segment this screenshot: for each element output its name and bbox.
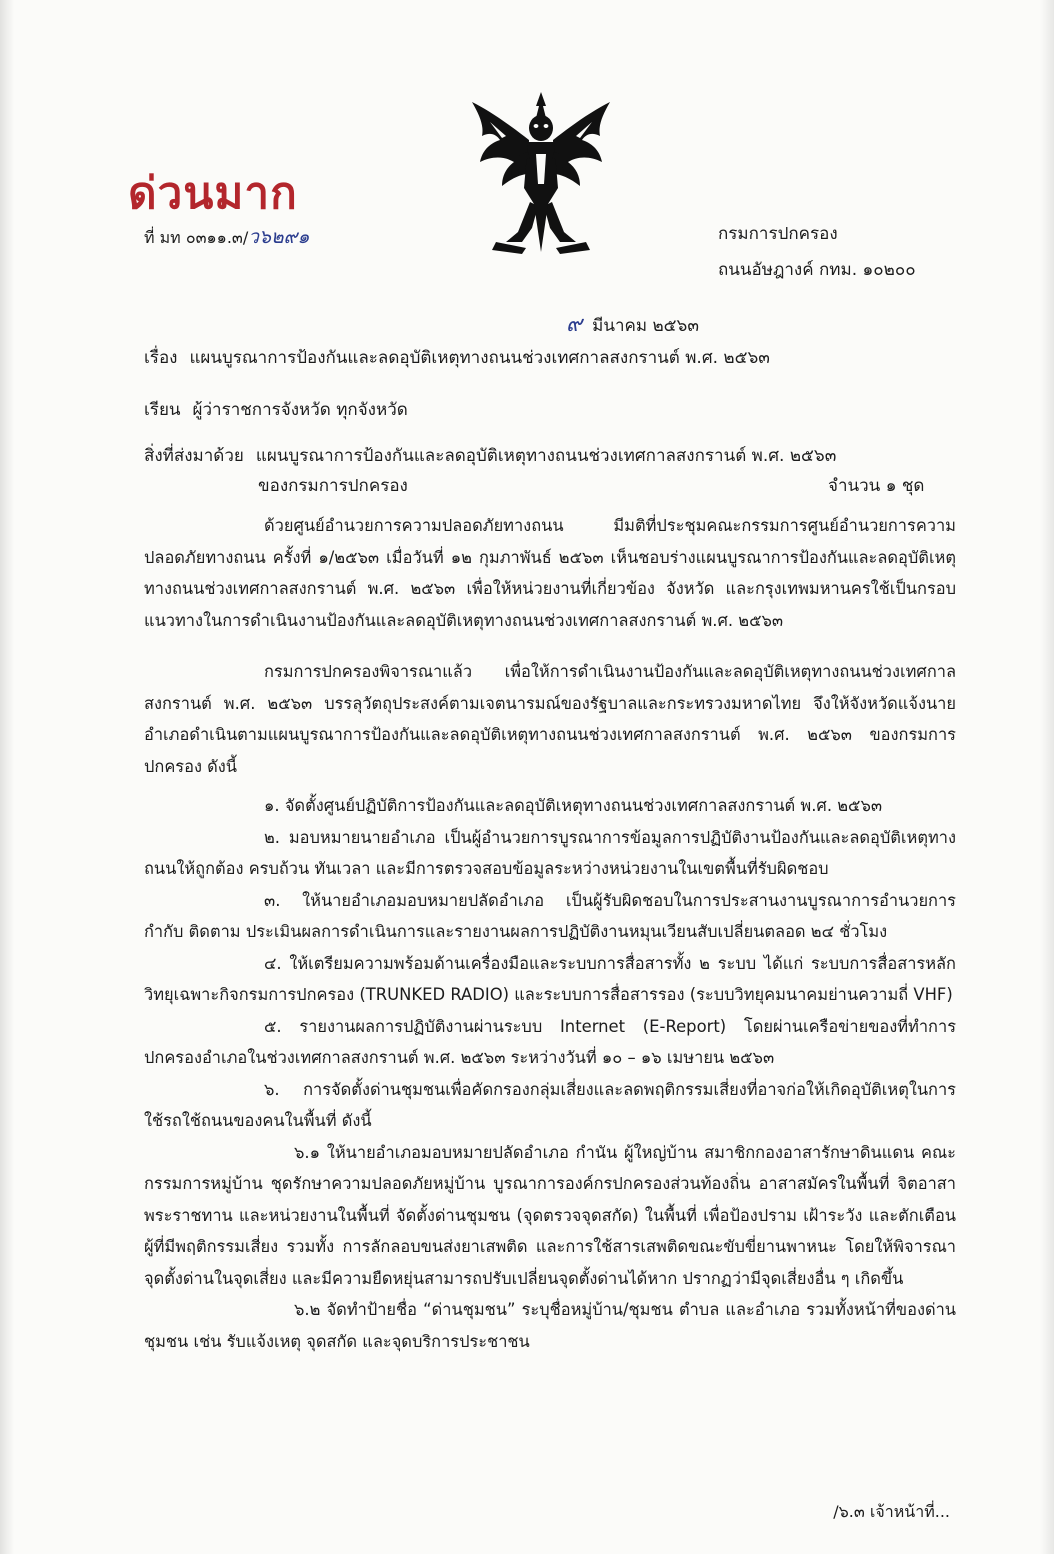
- list-item: ๕. รายงานผลการปฏิบัติงานผ่านระบบ Internet (E-Report) โดยผ่านเครือข่ายของที่ทำการปกครองอำเภอในช่วงเทศกาลสงกรานต์ พ.ศ. ๒๕๖๓ ระหว่างวันที่ ๑๐ – ๑๖ เมษายน ๒๕๖๓: [144, 1016, 956, 1067]
- list-item: ๖. การจัดตั้งด่านชุมชนเพื่อคัดกรองกลุ่มเสี่ยงและลดพฤติกรรมเสี่ยงที่อาจก่อให้เกิดอุบัติเหตุในการใช้รถใช้ถนนของคนในพื้นที่ ดังนี้: [144, 1079, 956, 1130]
- urgency-stamp: ด่วนมาก: [128, 168, 298, 219]
- list-item: ๔. ให้เตรียมความพร้อมด้านเครื่องมือและระบบการสื่อสารทั้ง ๒ ระบบ ได้แก่ ระบบการสื่อสารหลัก วิทยุเฉพาะกิจกรมการปกครอง (TRUNKED RADIO) และระบบการสื่อสารรอง (ระบบวิทยุคมนาคมย่านความถี่ VHF): [144, 953, 956, 1004]
- body-paragraph: กรมการปกครองพิจารณาแล้ว เพื่อให้การดำเนินงานป้องกันและลดอุบัติเหตุทางถนนช่วงเทศกาลสงกรานต์ พ.ศ. ๒๕๖๓ บรรลุวัตถุประสงค์ตามเจตนารมณ์ของรัฐบาลและกระทรวงมหาดไทย จึงให้จังหวัดแจ้งนายอำเภอดำเนินตามแผนบูรณาการป้องกันและลดอุบัติเหตุทางถนนช่วงเทศกาลสงกรานต์ พ.ศ. ๒๕๖๓ ของกรมการปกครอง ดังนี้: [144, 662, 956, 776]
- subject-line: [144, 344, 770, 371]
- continuation-marker: /๖.๓ เจ้าหน้าที่...: [833, 1502, 950, 1521]
- enclosure-line: [144, 442, 836, 469]
- enclosure-quantity: จำนวน ๑ ชุด: [828, 476, 925, 496]
- reference-prefix: ที่ มท ๐๓๑๑.๓/: [144, 228, 249, 247]
- recipient-line: [144, 396, 408, 423]
- subject-text: แผนบูรณาการป้องกันและลดอุบัติเหตุทางถนนช่วงเทศกาลสงกรานต์ พ.ศ. ๒๕๖๓: [189, 348, 770, 368]
- list-item: ๑. จัดตั้งศูนย์ปฏิบัติการป้องกันและลดอุบัติเหตุทางถนนช่วงเทศกาลสงกรานต์ พ.ศ. ๒๕๖๓: [264, 796, 883, 815]
- date-day-handwritten: ๙: [566, 312, 583, 337]
- enclosure-text-continued: ของกรมการปกครอง: [258, 476, 408, 496]
- reference-number: [144, 222, 309, 252]
- subject-label: เรื่อง: [144, 348, 178, 368]
- garuda-emblem: [466, 92, 616, 260]
- body-paragraph: ด้วยศูนย์อำนวยการความปลอดภัยทางถนน มีมติที่ประชุมคณะกรรมการศูนย์อำนวยการความปลอดภัยทางถนน ครั้งที่ ๑/๒๕๖๓ เมื่อวันที่ ๑๒ กุมภาพันธ์ ๒๕๖๓ เห็นชอบร่างแผนบูรณาการป้องกันและลดอุบัติเหตุทางถนนช่วงเทศกาลสงกรานต์ พ.ศ. ๒๕๖๓ เพื่อให้หน่วยงานที่เกี่ยวข้อง จังหวัด และกรุงเทพมหานครใช้เป็นกรอบแนวทางในการดำเนินงานป้องกันและลดอุบัติเหตุทางถนนช่วงเทศกาลสงกรานต์ พ.ศ. ๒๕๖๓: [144, 516, 956, 630]
- enclosure-label: สิ่งที่ส่งมาด้วย: [144, 446, 244, 466]
- list-item: ๓. ให้นายอำเภอมอบหมายปลัดอำเภอ เป็นผู้รับผิดชอบในการประสานงานบูรณาการอำนวยการ กำกับ ติดตาม ประเมินผลการดำเนินการและรายงานผลการปฏิบัติงานหมุนเวียนสับเปลี่ยนตลอด ๒๔ ชั่วโมง: [144, 890, 956, 941]
- body-paragraph-1-block: [144, 510, 956, 636]
- reference-handwritten: ว๖๒๙๑: [248, 226, 310, 248]
- recipient-text: ผู้ว่าราชการจังหวัด ทุกจังหวัด: [192, 400, 408, 420]
- recipient-label: เรียน: [144, 400, 181, 420]
- numbered-list: [144, 790, 956, 1357]
- letter-date: [566, 306, 699, 341]
- date-month-year: มีนาคม ๒๕๖๓: [592, 316, 699, 336]
- sub-list-item: ๖.๑ ให้นายอำเภอมอบหมายปลัดอำเภอ กำนัน ผู้ใหญ่บ้าน สมาชิกกองอาสารักษาดินแดน คณะกรรมการหมู่บ้าน ชุดรักษาความปลอดภัยหมู่บ้าน บูรณาการองค์กรปกครองส่วนท้องถิ่น อาสาสมัครในพื้นที่ จิตอาสาพระราชทาน และหน่วยงานในพื้นที่ จัดตั้งด่านชุมชน (จุดตรวจจุดสกัด) ในพื้นที่ เพื่อป้องปราม เฝ้าระวัง และตักเตือนผู้ที่มีพฤติกรรมเสี่ยง รวมทั้ง การลักลอบขนส่งยาเสพติด และการใช้สารเสพติดขณะขับขี่ยานพาหนะ โดยให้พิจารณาจุดตั้งด่านในจุดเสี่ยง และมีความยืดหยุ่นสามารถปรับเปลี่ยนจุดตั้งด่านได้หาก ปรากฏว่ามีจุดเสี่ยงอื่น ๆ เกิดขึ้น: [144, 1142, 956, 1288]
- scan-edge-right: [1040, 0, 1054, 1554]
- enclosure-text: แผนบูรณาการป้องกันและลดอุบัติเหตุทางถนนช่วงเทศกาลสงกรานต์ พ.ศ. ๒๕๖๓: [255, 446, 837, 466]
- body-paragraph-2-block: [144, 656, 956, 782]
- issuer-address: ถนนอัษฎางค์ กทม. ๑๐๒๐๐: [718, 260, 916, 280]
- list-item: ๒. มอบหมายนายอำเภอ เป็นผู้อำนวยการบูรณาการข้อมูลการปฏิบัติงานป้องกันและลดอุบัติเหตุทางถนนให้ถูกต้อง ครบถ้วน ทันเวลา และมีการตรวจสอบข้อมูลระหว่างหน่วยงานในเขตพื้นที่รับผิดชอบ: [144, 827, 956, 878]
- issuer-name: กรมการปกครอง: [718, 224, 838, 244]
- sub-list-item: ๖.๒ จัดทำป้ายชื่อ “ด่านชุมชน” ระบุชื่อหมู่บ้าน/ชุมชน ตำบล และอำเภอ รวมทั้งหน้าที่ของด่านชุมชน เช่น รับแจ้งเหตุ จุดสกัด และจุดบริการประชาชน: [144, 1300, 956, 1351]
- scan-edge-left: [0, 0, 14, 1554]
